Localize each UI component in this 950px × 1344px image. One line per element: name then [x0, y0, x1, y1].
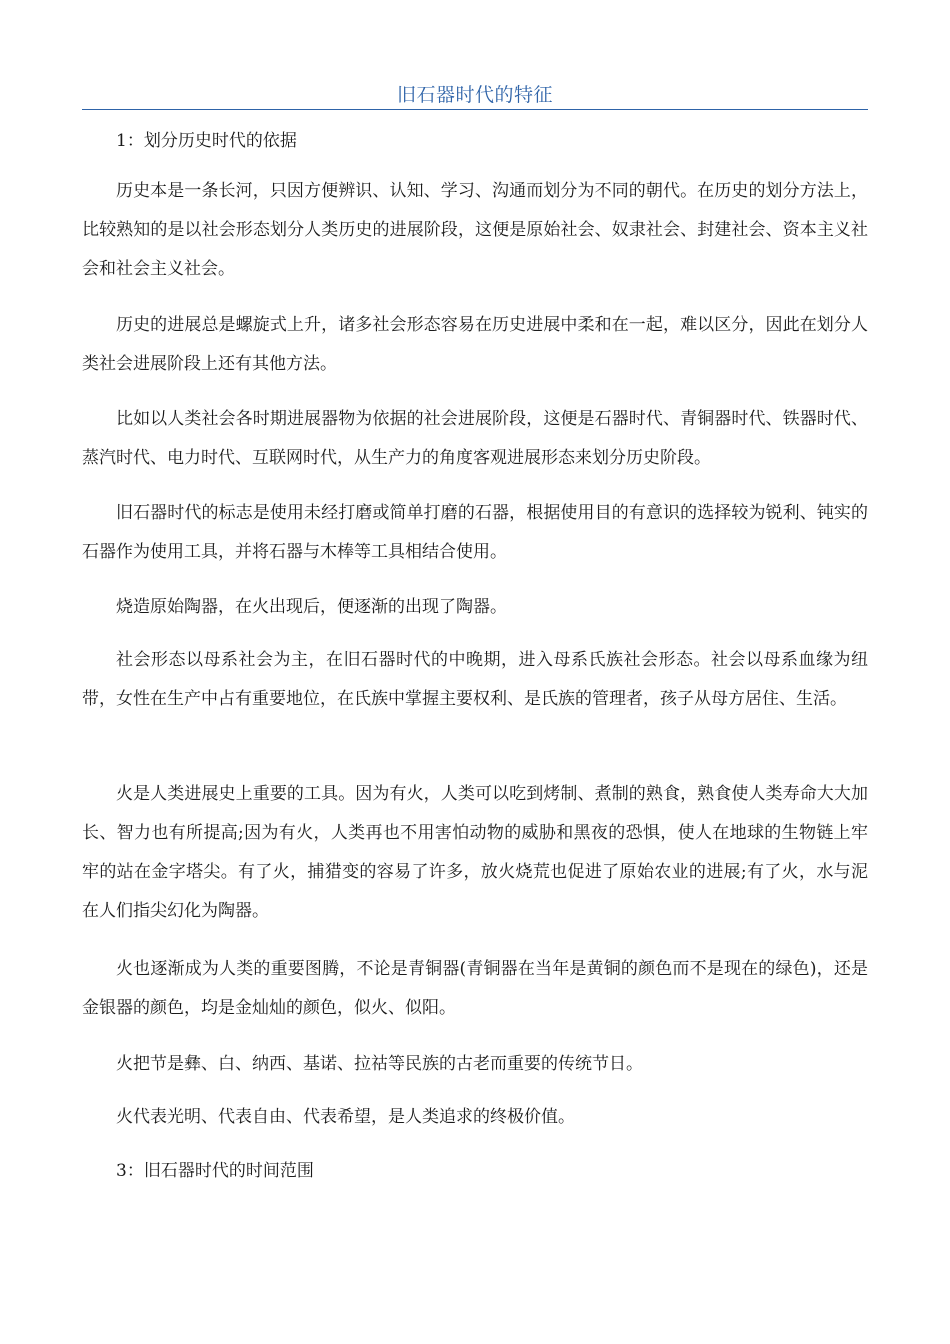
paragraph-4: 旧石器时代的标志是使用未经打磨或简单打磨的石器，根据使用目的有意识的选择较为锐利、钝实的石器作为使用工具，并将石器与木棒等工具相结合使用。 [82, 503, 868, 562]
paragraph-9: 火把节是彝、白、纳西、基诺、拉祜等民族的古老而重要的传统节日。 [116, 1054, 643, 1074]
section-heading-3: 3：旧石器时代的时间范围 [116, 1161, 314, 1181]
section-heading-1: 1：划分历史时代的依据 [116, 131, 297, 151]
paragraph-8: 火也逐渐成为人类的重要图腾，不论是青铜器(青铜器在当年是黄铜的颜色而不是现在的绿色)，还是金银器的颜色，均是金灿灿的颜色，似火、似阳。 [82, 959, 868, 1018]
paragraph-5: 烧造原始陶器，在火出现后，便逐渐的出现了陶器。 [116, 597, 507, 617]
paragraph-6: 社会形态以母系社会为主，在旧石器时代的中晚期，进入母系氏族社会形态。社会以母系血缘为纽带，女性在生产中占有重要地位，在氏族中掌握主要权利、是氏族的管理者，孩子从母方居住、生活。 [82, 650, 868, 709]
paragraph-1: 历史本是一条长河，只因方便辨识、认知、学习、沟通而划分为不同的朝代。在历史的划分方法上，比较熟知的是以社会形态划分人类历史的进展阶段，这便是原始社会、奴隶社会、封建社会、资本主义社会和社会主义社会。 [82, 181, 868, 279]
paragraph-3: 比如以人类社会各时期进展器物为依据的社会进展阶段，这便是石器时代、青铜器时代、铁器时代、蒸汽时代、电力时代、互联网时代，从生产力的角度客观进展形态来划分历史阶段。 [82, 409, 868, 468]
paragraph-7: 火是人类进展史上重要的工具。因为有火，人类可以吃到烤制、煮制的熟食，熟食使人类寿命大大加长、智力也有所提高;因为有火，人类再也不用害怕动物的威胁和黑夜的恐惧，使人在地球的生物链上牢牢的站在金字塔尖。有了火，捕猎变的容易了许多，放火烧荒也促进了原始农业的进展;有了火，水与泥在人们指尖幻化为陶器。 [82, 784, 868, 921]
page-title: 旧石器时代的特征 [396, 84, 553, 106]
title-underline [82, 109, 868, 110]
paragraph-2: 历史的进展总是螺旋式上升，诸多社会形态容易在历史进展中柔和在一起，难以区分，因此在划分人类社会进展阶段上还有其他方法。 [82, 315, 868, 374]
paragraph-10: 火代表光明、代表自由、代表希望，是人类追求的终极价值。 [116, 1107, 575, 1127]
